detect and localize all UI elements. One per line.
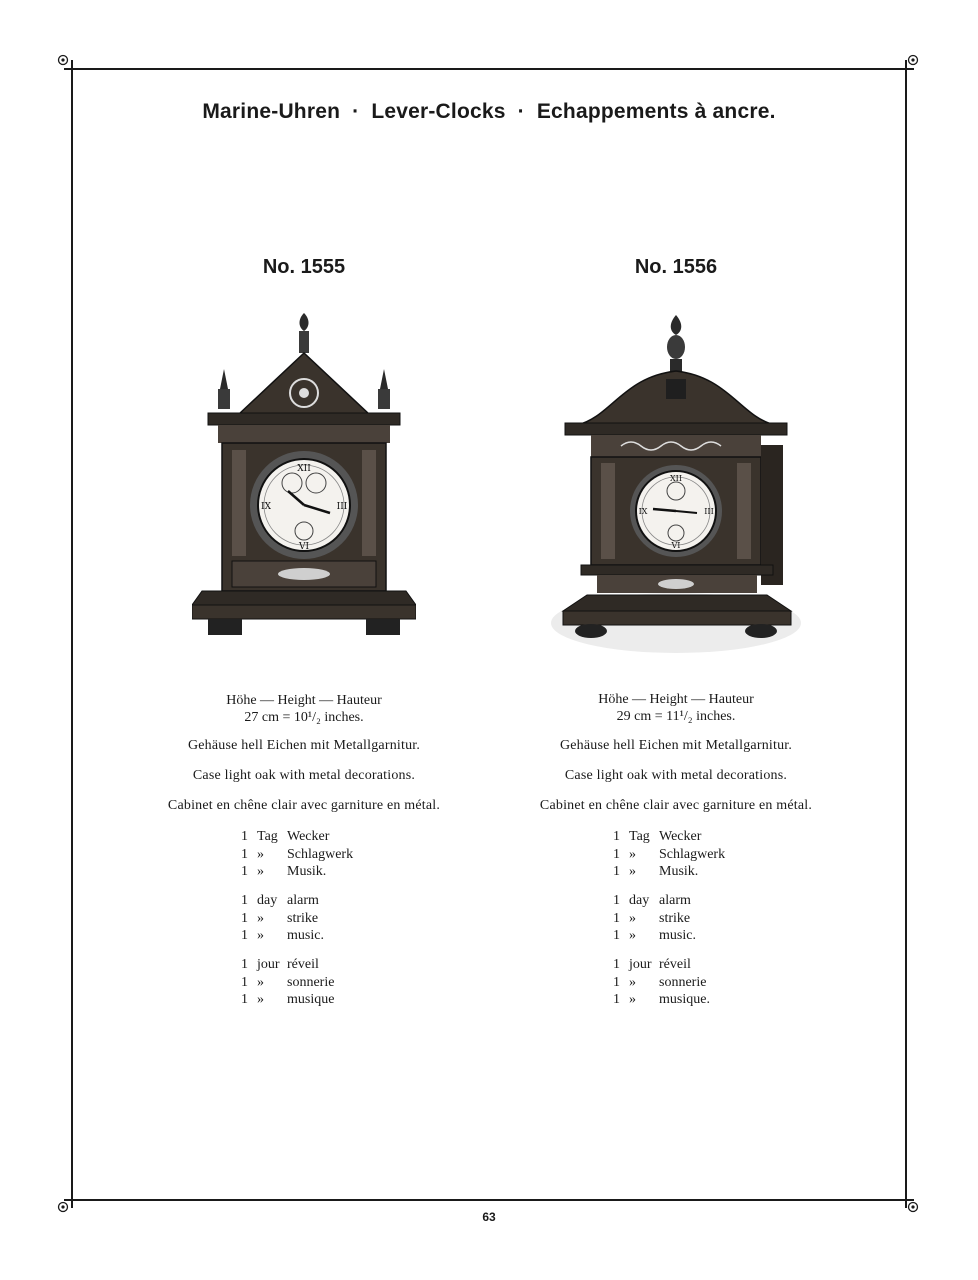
- product-1555: [118, 0, 490, 1200]
- description-french: Cabinet en chêne clair avec garniture en métal.: [539, 798, 813, 813]
- list-item: 1 jour réveil: [241, 957, 319, 972]
- list-item: 1 Tag Wecker: [241, 829, 330, 844]
- svg-text:XII: XII: [297, 464, 311, 474]
- frame-right-rule: [905, 60, 907, 1208]
- svg-text:VI: VI: [671, 541, 681, 550]
- list-item: 1 » music.: [613, 928, 696, 943]
- list-item: 1 » musique: [241, 992, 335, 1007]
- title-english: Lever-Clocks: [371, 100, 506, 123]
- height-label: Höhe — Height — Hauteur: [598, 692, 754, 707]
- product-1556: [490, 0, 862, 1200]
- list-item: 1 » Musik.: [613, 864, 699, 879]
- description-english: Case light oak with metal decorations.: [564, 768, 788, 783]
- list-item: 1 » musique.: [613, 992, 710, 1007]
- height-value: 29 cm = 11¹/₂ inches.: [616, 709, 736, 724]
- list-item: 1 jour réveil: [613, 957, 691, 972]
- svg-text:VI: VI: [298, 542, 310, 552]
- list-item: 1 » music.: [241, 928, 324, 943]
- feature-list-german: [613, 828, 725, 881]
- svg-text:IX: IX: [261, 502, 271, 512]
- description-german: Gehäuse hell Eichen mit Metallgarnitur.: [559, 738, 793, 753]
- height-info: [490, 691, 862, 725]
- list-item: 1 » Schlagwerk: [241, 846, 354, 862]
- mantel-clock-1555-illustration: [192, 305, 416, 641]
- page-number: 63: [482, 1210, 496, 1224]
- feature-list-english: [613, 892, 696, 945]
- corner-ornament-icon: [56, 53, 70, 67]
- feature-list-german: [241, 828, 353, 881]
- feature-list-english: [241, 892, 324, 945]
- corner-ornament-icon: [906, 53, 920, 67]
- list-item: 1 » sonnerie: [241, 974, 335, 990]
- description-german: Gehäuse hell Eichen mit Metallgarnitur.: [187, 738, 421, 753]
- title-french: Echappements à ancre.: [536, 100, 776, 123]
- height-label: Höhe — Height — Hauteur: [226, 693, 382, 708]
- feature-list-french: [613, 956, 710, 1009]
- feature-list-french: [241, 956, 334, 1009]
- svg-text:XII: XII: [669, 474, 683, 483]
- height-info: [118, 692, 490, 726]
- title-separator: ·: [517, 100, 525, 123]
- frame-left-rule: [71, 60, 73, 1208]
- model-number: No. 1555: [262, 256, 346, 278]
- description-french: Cabinet en chêne clair avec garniture en métal.: [167, 798, 441, 813]
- list-item: 1 » Schlagwerk: [613, 846, 726, 862]
- list-item: 1 day alarm: [241, 893, 319, 908]
- svg-text:III: III: [336, 502, 348, 512]
- list-item: 1 Tag Wecker: [613, 829, 702, 844]
- list-item: 1 » strike: [613, 910, 691, 926]
- description-english: Case light oak with metal decorations.: [192, 768, 416, 783]
- model-number: No. 1556: [634, 256, 718, 278]
- height-value: 27 cm = 10¹/₂ inches.: [244, 710, 364, 725]
- list-item: 1 » Musik.: [241, 864, 327, 879]
- svg-text:IX: IX: [638, 507, 648, 516]
- title-separator: ·: [352, 100, 360, 123]
- list-item: 1 » strike: [241, 910, 319, 926]
- title-german: Marine-Uhren: [202, 100, 341, 123]
- mantel-clock-1556-illustration: [551, 305, 801, 669]
- list-item: 1 » sonnerie: [613, 974, 707, 990]
- list-item: 1 day alarm: [613, 893, 691, 908]
- svg-text:III: III: [704, 507, 714, 516]
